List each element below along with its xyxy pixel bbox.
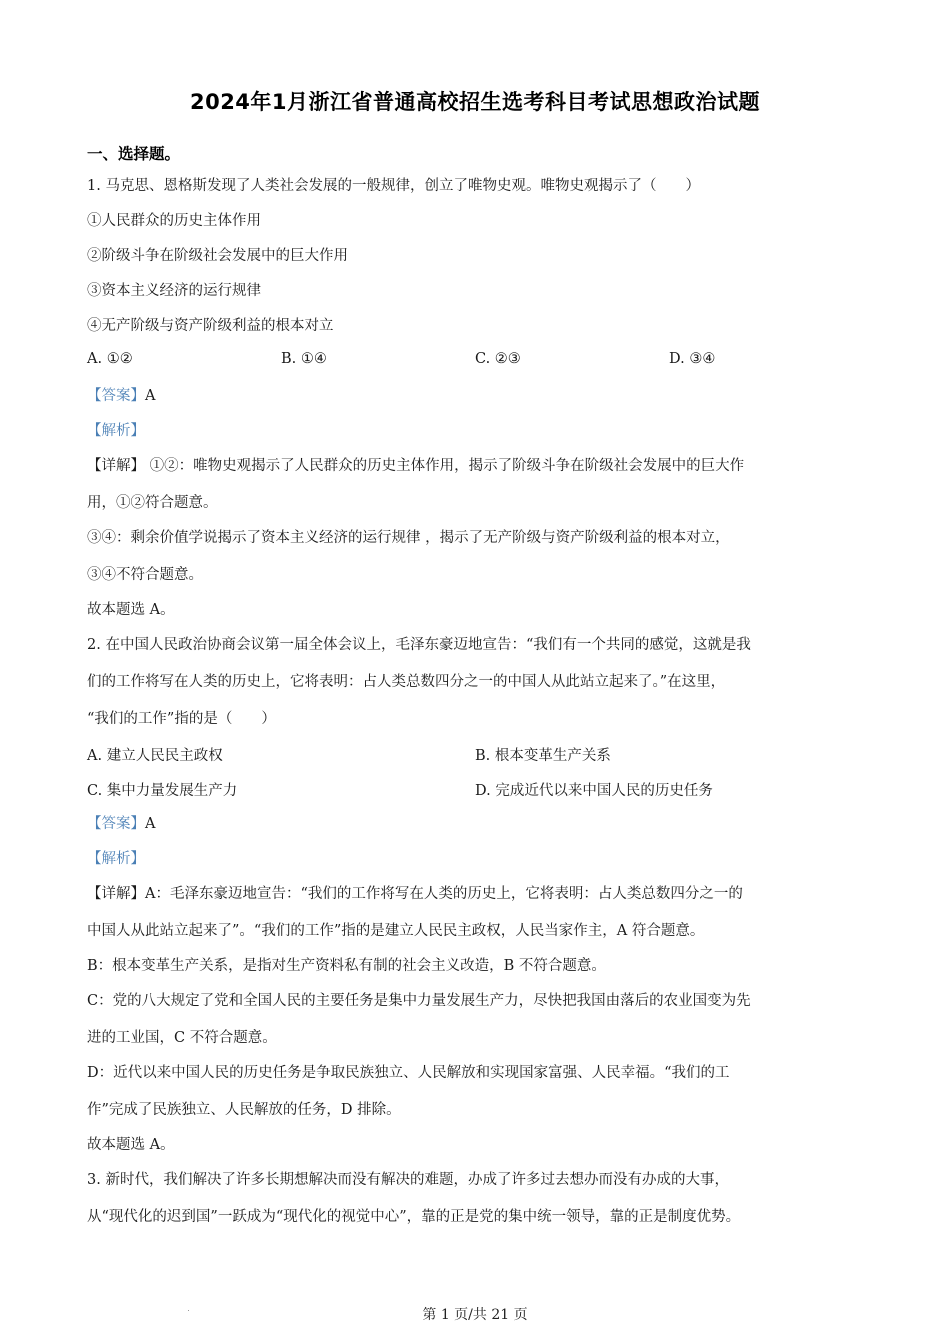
q2-option-c: C. 集中力量发展生产力	[87, 783, 238, 799]
q2-stem-3: “我们的工作”指的是（ ）	[87, 711, 276, 727]
q2-detail-3: B：根本变革生产关系，是指对生产资料私有制的社会主义改造，B 不符合题意。	[87, 958, 606, 974]
q2-detail-5: 进的工业国，C 不符合题意。	[87, 1030, 277, 1046]
answer-label: 【答案】	[87, 816, 145, 832]
q2-detail-1: 【详解】A：毛泽东豪迈地宣告：“我们的工作将写在人类的历史上，它将表明：占人类总数四分之一的	[87, 886, 743, 902]
q1-option-c: C. ②③	[475, 351, 521, 367]
q1-statement-1: ①人民群众的历史主体作用	[87, 213, 261, 229]
q1-detail-4: ③④不符合题意。	[87, 567, 203, 583]
q1-statement-3: ③资本主义经济的运行规律	[87, 283, 261, 299]
q3-stem-2: 从“现代化的迟到国”一跃成为“现代化的视觉中心”，靠的正是党的集中统一领导，靠的正是制度优势。	[87, 1209, 741, 1225]
analysis-label: 【解析】	[87, 851, 145, 867]
q2-option-a: A. 建立人民民主政权	[87, 748, 223, 764]
q2-detail-4: C：党的八大规定了党和全国人民的主要任务是集中力量发展生产力，尽快把我国由落后的农业国变为先	[87, 993, 751, 1009]
q3-stem-1: 3. 新时代，我们解决了许多长期想解决而没有解决的难题，办成了许多过去想办而没有办成的大事，	[87, 1172, 729, 1188]
q1-detail-5: 故本题选 A。	[87, 602, 175, 618]
analysis-label: 【解析】	[87, 423, 145, 439]
q1-detail-3: ③④：剩余价值学说揭示了资本主义经济的运行规律 ，揭示了无产阶级与资产阶级利益的根本对立，	[87, 530, 730, 546]
q1-detail-1: 【详解】 ①②：唯物史观揭示了人民群众的历史主体作用，揭示了阶级斗争在阶级社会发展中的巨大作	[87, 458, 745, 474]
document-title: 2024年1月浙江省普通高校招生选考科目考试思想政治试题	[189, 90, 761, 114]
q2-stem-2: 们的工作将写在人类的历史上，它将表明：占人类总数四分之一的中国人从此站立起来了。”在这里，	[87, 674, 726, 690]
q1-option-a: A. ①②	[87, 351, 133, 367]
q1-option-d: D. ③④	[669, 351, 716, 367]
q2-detail-7: 作”完成了民族独立、人民解放的任务，D 排除。	[87, 1102, 401, 1118]
q1-option-b: B. ①④	[281, 351, 327, 367]
answer-value: A	[145, 388, 156, 404]
q2-stem-1: 2. 在中国人民政治协商会议第一届全体会议上，毛泽东豪迈地宣告：“我们有一个共同的感觉，这就是我	[87, 637, 751, 653]
answer-label: 【答案】	[87, 388, 145, 404]
q2-option-d: D. 完成近代以来中国人民的历史任务	[475, 783, 713, 799]
q1-statement-4: ④无产阶级与资产阶级利益的根本对立	[87, 318, 334, 334]
q1-statement-2: ②阶级斗争在阶级社会发展中的巨大作用	[87, 248, 348, 264]
q2-option-b: B. 根本变革生产关系	[475, 748, 611, 764]
q1-detail-2: 用，①②符合题意。	[87, 495, 218, 511]
section-heading: 一、选择题。	[87, 145, 181, 163]
detail-label: 【详解】	[87, 458, 145, 474]
q2-analysis-label	[87, 849, 145, 869]
page-footer: 第 1 页/共 21 页	[422, 1307, 528, 1323]
q1-answer	[87, 386, 155, 406]
answer-value: A	[145, 816, 156, 832]
q1-stem: 1. 马克思、恩格斯发现了人类社会发展的一般规律，创立了唯物史观。唯物史观揭示了（ ）	[87, 178, 700, 194]
detail-label: 【详解】	[87, 886, 145, 902]
q1-analysis-label	[87, 421, 145, 441]
q2-answer	[87, 814, 155, 834]
q2-detail-8: 故本题选 A。	[87, 1137, 175, 1153]
q2-detail-2: 中国人从此站立起来了”。“我们的工作”指的是建立人民民主政权，人民当家作主，A 符合题意。	[87, 923, 705, 939]
q2-detail-6: D：近代以来中国人民的历史任务是争取民族独立、人民解放和实现国家富强、人民幸福。“我们的工	[87, 1065, 730, 1081]
